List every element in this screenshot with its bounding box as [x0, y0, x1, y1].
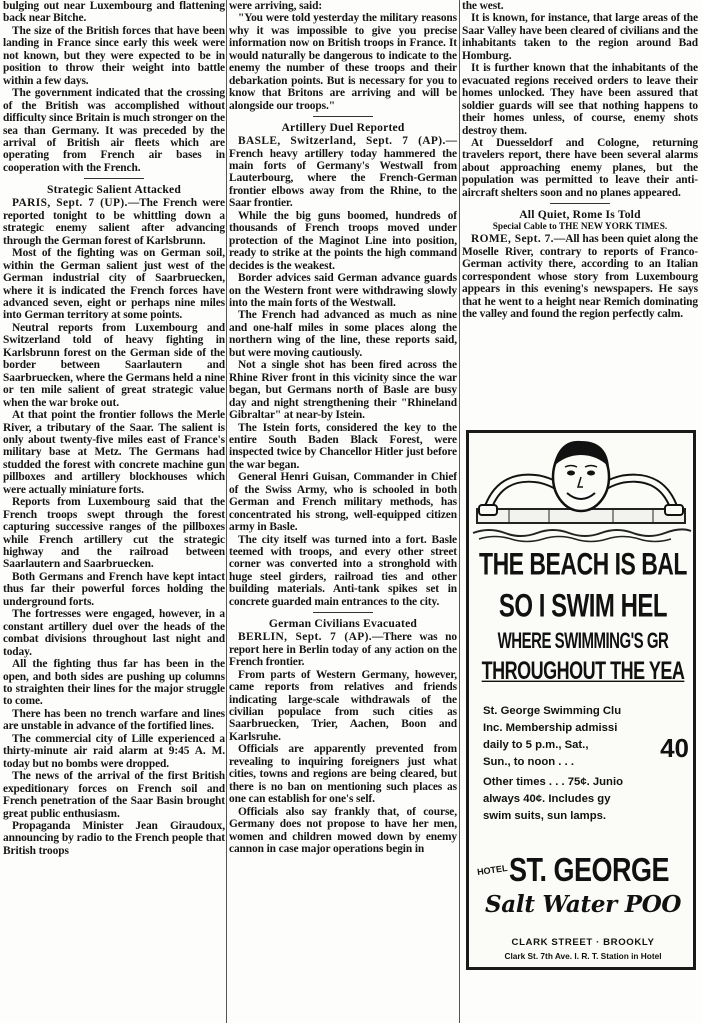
- paragraph: All the fighting thus far has been in the open, and both sides are pushing up columns to straighten their lines for the major struggle to come.: [3, 658, 225, 708]
- paragraph: Propaganda Minister Jean Giraudoux, announcing by radio to the French people that British troops: [3, 820, 225, 857]
- paragraph-paris: [3, 197, 225, 247]
- dateline: BERLIN, Sept. 7 (AP).: [238, 631, 373, 644]
- ad-address: CLARK STREET · BROOKLY: [511, 937, 655, 948]
- paragraph: The news of the arrival of the first British expeditionary forces on French soil and French penetration of the Saar Basin brought great public enthusiasm.: [3, 770, 225, 820]
- paragraph: General Henri Guisan, Commander in Chief of the Swiss Army, who is schooled in both German and French military methods, has concentrated his strong, well-equipped citizen army in Basle.: [229, 471, 457, 534]
- paragraph: At that point the frontier follows the Merle River, a tributary of the Saar. The salient is only about twenty-five miles east of France's military base at Metz. The Germans had studded the forest with concrete machine gun pillboxes and artillery blockhouses which were actually miniature forts.: [3, 409, 225, 496]
- paragraph: Officials also say frankly that, of course, Germany does not propose to have her men, women and children mowed down by enemy cannon in case major operations begin in: [229, 805, 457, 855]
- paragraph: The city itself was turned into a fort. Basle teemed with troops, and every other street corner was converted into a stronghold with huge steel girders, railroad ties and other building materials. Anti-tank spikes set in concrete guarded main entrances to the city.: [229, 533, 457, 608]
- paragraph: From parts of Western Germany, however, came reports from relatives and friends indicating large-scale withdrawals of the civilian populace from such cities as Saarbruecken, Trier, Aachen, Boon and Karlsruhe.: [229, 668, 457, 743]
- paragraph-text: —All has been quiet along the Moselle River, contrary to reports of Franco-German activity there, according to an Italian correspondent whose story from Luxembourg appears in this evening's newspapers. He says that he went to a height near Remich dominating the valley and found the region perfectly calm.: [462, 233, 698, 320]
- paragraph-basle: [229, 135, 457, 210]
- paragraph: The government indicated that the crossing of the British was accomplished without difficulty since Britain is much stronger on the sea than Germany. It was preceded by the arrival of British air fleets which are operating from French air bases in cooperation with the French.: [3, 87, 225, 174]
- paragraph: the west.: [462, 0, 504, 12]
- paragraph: Most of the fighting was on German soil, within the German salient just west of the German industrial city of Saarbruecken, where it is indicated the French forces have advanced seven, eight or perhaps nine miles into German territory at some points.: [3, 247, 225, 322]
- ad-station: Clark St. 7th Ave. I. R. T. Station in Hotel: [504, 951, 662, 961]
- paragraph: Border advices said German advance guards on the Western front were withdrawing slowly into the main forts of the Westwall.: [229, 272, 457, 309]
- ad-headline-line-1: THE BEACH IS BAL: [479, 546, 687, 582]
- paragraph-berlin: [229, 631, 457, 668]
- dateline: ROME, Sept. 7.: [471, 233, 554, 246]
- ad-headline-line-3: WHERE SWIMMING'S GR: [497, 629, 669, 654]
- hotel-logo: [475, 851, 691, 925]
- ad-hours-sunday: Sun., to noon . . .: [483, 756, 574, 768]
- paragraph-text: —There was no report here in Berlin today of any action on the French frontier.: [229, 631, 457, 669]
- paragraph-text: —French heavy artillery today hammered the main forts of Germany's Westwall from Lauterbourg, where the French-German frontier elbows away from the Rhine, to the Saar frontier.: [229, 135, 457, 210]
- hotel-tagline: Salt Water POO: [485, 891, 682, 918]
- ad-headline-line-4: THROUGHOUT THE YEA: [481, 656, 685, 685]
- ad-membership: Inc. Membership admissi: [483, 722, 618, 734]
- swimmer-illustration: [469, 433, 693, 543]
- column-1: [3, 0, 225, 1023]
- ad-club-name: St. George Swimming Clu: [483, 705, 622, 717]
- headline-rule: [84, 178, 144, 179]
- headline-artillery-duel: Artillery Duel Reported: [281, 121, 405, 135]
- subheadline: Special Cable to THE NEW YORK TIMES.: [492, 222, 668, 233]
- ad-hours-weekday: daily to 5 p.m., Sat.,: [483, 739, 589, 751]
- paragraph: Reports from Luxembourg said that the French troops swept through the forest capturing successive ranges of the pillboxes while French artillery cut the strategic highway and the railroad between Saarlautern and Saarbruecken.: [3, 496, 225, 571]
- ad-price: 40: [660, 733, 689, 763]
- paragraph-rome: [462, 233, 698, 320]
- paragraph: bulging out near Luxembourg and flattening back near Bitche.: [3, 0, 225, 25]
- paragraph: The Istein forts, considered the key to the entire South Baden Black Forest, were inspected twice by Chancellor Hitler just before the war began.: [229, 421, 457, 471]
- paragraph: The French had advanced as much as nine and one-half miles in some places along the northern wing of the line, these reports said, but were moving cautiously.: [229, 309, 457, 359]
- paragraph: While the big guns boomed, hundreds of thousands of French troops moved under protection of the Maginot Line into position, ready to strike at the points the high command decides is the weakest.: [229, 209, 457, 272]
- paragraph-text: —The French were reported tonight to be whittling down a strategic enemy salient after advancing through the German forest of Karlsbrunn.: [3, 197, 225, 247]
- column-rule-left: [226, 0, 227, 1023]
- ad-junior-price: always 40¢. Includes gy: [483, 793, 611, 805]
- paragraph: Not a single shot has been fired across the Rhine River front in this vicinity since the war began, but Germans north of Basle are busy day and night strengthening their "Rhineland Gibraltar" at near-by Istein.: [229, 359, 457, 422]
- paragraph: It is further known that the inhabitants of the evacuated regions received orders to leave their homes unlocked. They have been assured that soldier guards will see that nothing happens to their homes unless, of course, enemy shots destroy them.: [462, 62, 698, 137]
- dateline: BASLE, Switzerland, Sept. 7 (AP).: [238, 135, 446, 148]
- headline-rule: [550, 203, 610, 204]
- quotation: "You were told yesterday the military reasons why it was impossible to give you precise information now on British troops in France. It would naturally be dangerous to indicate to the enemy the number of these troops and their debarkation points. But is necessary for you to know that Britons are arriving and will be alongside our troops.": [229, 12, 457, 112]
- ad-other-times: Other times . . . 75¢. Junio: [483, 776, 623, 788]
- headline-rome-quiet: All Quiet, Rome Is Told: [519, 208, 641, 222]
- paragraph: It is known, for instance, that large areas of the Saar Valley have been cleared of civilians and the inhabitants taken to the region around Bad Homburg.: [462, 12, 698, 62]
- column-2: [229, 0, 457, 1023]
- swimming-pool-advertisement: [466, 430, 696, 970]
- headline-rule: [313, 116, 373, 117]
- paragraph: At Duesseldorf and Cologne, returning travelers report, there have been several alarms about approaching enemy planes, but the population was permitted to leave their anti-aircraft shelters soon and no planes appeared.: [462, 136, 698, 199]
- paragraph: The fortresses were engaged, however, in a constant artillery duel over the heads of the combat divisions throughout last night and today.: [3, 608, 225, 658]
- hotel-name: ST. GEORGE: [509, 851, 670, 889]
- ad-includes: swim suits, sun lamps.: [483, 810, 607, 822]
- paragraph: There has been no trench warfare and lines are unstable in advance of the fortified lines.: [3, 707, 225, 733]
- headline-civilians-evacuated: German Civilians Evacuated: [268, 617, 418, 631]
- hotel-label: HOTEL: [476, 862, 509, 878]
- ad-headline-line-2: SO I SWIM HEL: [498, 588, 668, 625]
- column-rule-right: [459, 0, 460, 1023]
- paragraph: Both Germans and French have kept intact thus far their powerful forces holding the underground forts.: [3, 570, 225, 608]
- headline-rule: [313, 612, 373, 613]
- paragraph: The size of the British forces that have been landing in France since early this week were not known, but they were expected to be in position to throw their weight into battle within a few days.: [3, 24, 225, 87]
- headline-strategic-salient: Strategic Salient Attacked: [47, 183, 181, 197]
- paragraph: Neutral reports from Luxembourg and Switzerland told of heavy fighting in Karlsbrunn forest on the German side of the border between Saarlautern and Saarbruecken, where the Germans held a nine or ten mile salient of great strategic value when the war broke out.: [3, 321, 225, 409]
- paragraph: The commercial city of Lille experienced a thirty-minute air raid alarm at 9:45 A. M. today but no bombs were dropped.: [3, 732, 225, 770]
- paragraph: were arriving, said:: [229, 0, 323, 12]
- dateline: PARIS, Sept. 7 (UP).: [12, 197, 128, 210]
- paragraph: Officials are apparently prevented from revealing to inquiring foreigners just what cities, towns and regions are being cleared, but there is no ban on mentioning such places as one can establish for one's self.: [229, 743, 457, 806]
